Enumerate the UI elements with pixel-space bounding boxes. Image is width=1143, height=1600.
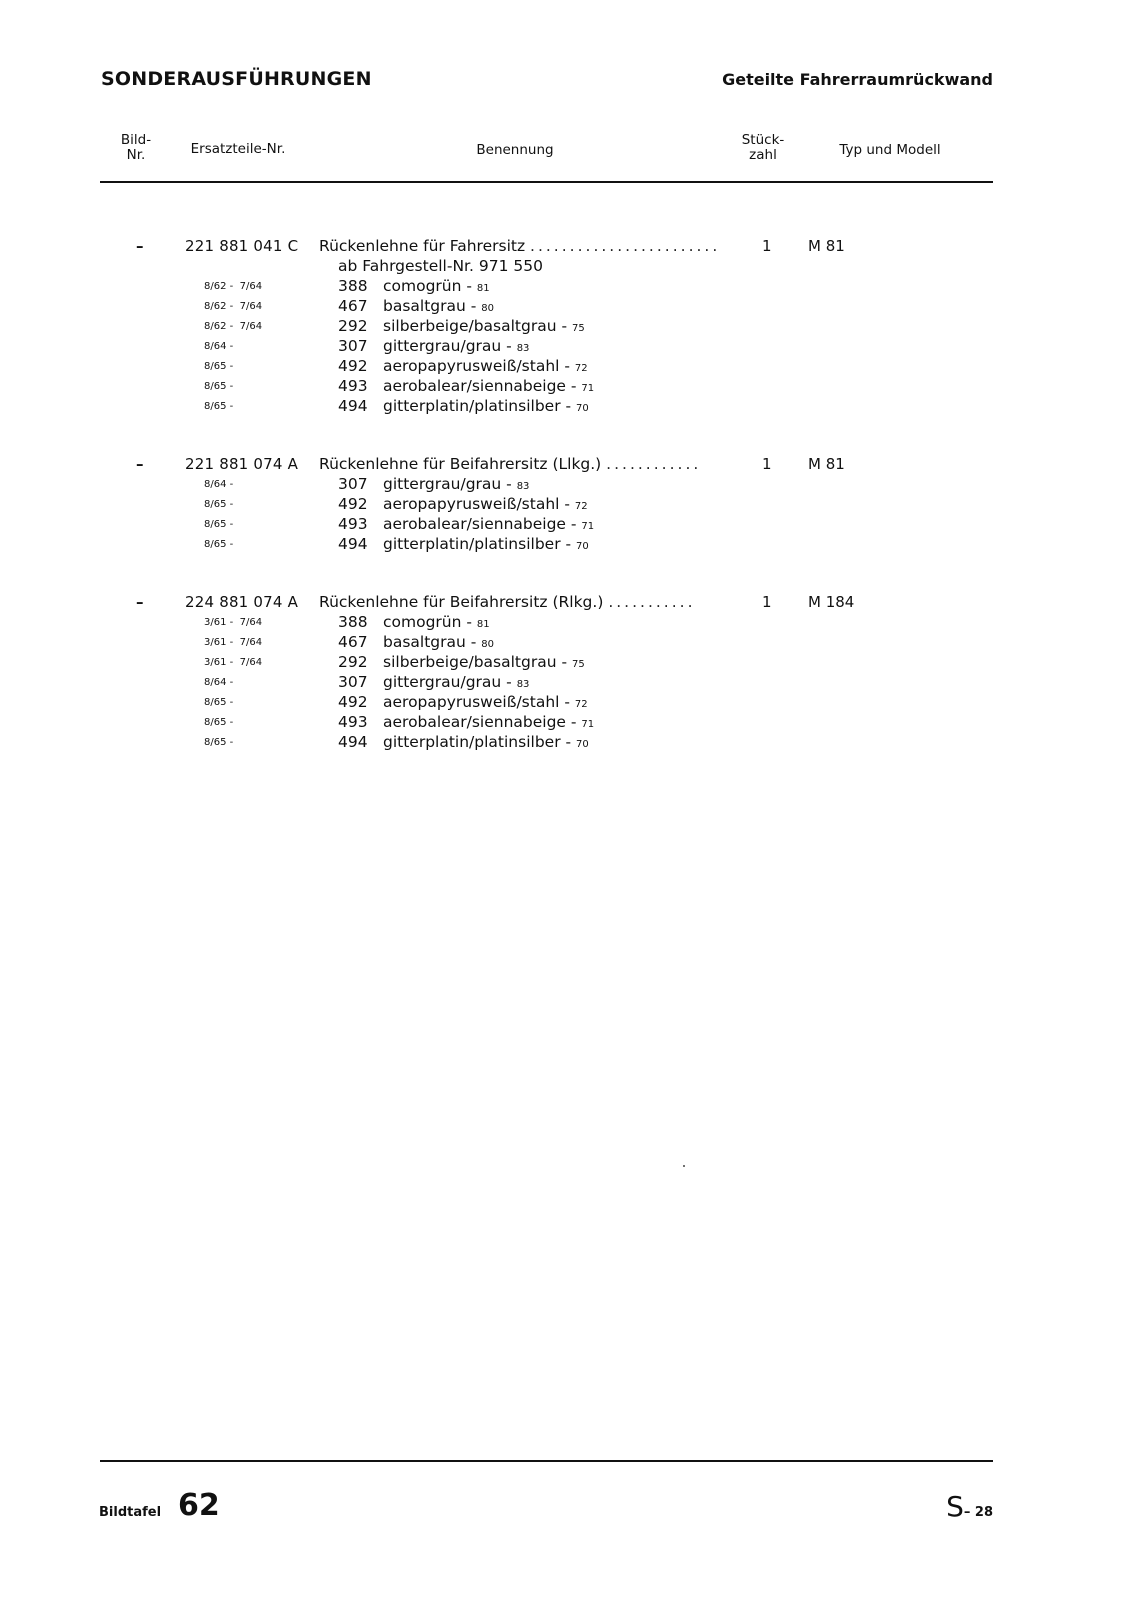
validity-date: 8/62 - 7/64	[204, 281, 263, 292]
color-code: 292	[338, 653, 368, 671]
color-name-cell	[383, 693, 588, 711]
quantity: 1	[762, 237, 772, 255]
quantity: 1	[762, 593, 772, 611]
variant-row	[0, 277, 1143, 297]
leader-dots: ...........	[608, 593, 696, 611]
color-code: 494	[338, 733, 368, 751]
color-code: 492	[338, 357, 368, 375]
color-number: 72	[574, 699, 588, 710]
speck	[683, 1165, 685, 1167]
color-name: aerobalear/siennabeige -	[383, 377, 577, 395]
validity-date: 8/64 -	[204, 677, 234, 688]
color-code: 388	[338, 277, 368, 295]
part-row	[0, 237, 1143, 257]
color-name-cell	[383, 297, 494, 315]
column-header-bild-nr	[116, 133, 156, 163]
variant-row	[0, 633, 1143, 653]
color-name-cell	[383, 613, 490, 631]
color-number: 75	[572, 323, 585, 334]
color-number: 75	[572, 659, 585, 670]
color-name-cell	[383, 633, 494, 651]
chassis-note: ab Fahrgestell-Nr. 971 550	[338, 257, 543, 275]
validity-date: 8/65 -	[204, 499, 234, 510]
color-name: gittergrau/grau -	[383, 337, 512, 355]
footer-plate-number: 62	[178, 1488, 220, 1523]
variant-row	[0, 357, 1143, 377]
color-number: 70	[576, 541, 589, 552]
part-description-cell	[319, 237, 724, 255]
validity-date: 8/65 -	[204, 539, 234, 550]
color-name-cell	[383, 475, 529, 493]
color-number: 72	[574, 501, 588, 512]
part-number: 224 881 074 A	[185, 593, 299, 611]
variant-row	[0, 495, 1143, 515]
color-code: 493	[338, 377, 368, 395]
color-number: 80	[481, 639, 495, 650]
color-name-cell	[383, 357, 588, 375]
color-code: 493	[338, 713, 368, 731]
color-name: aeropapyrusweiß/stahl -	[383, 495, 570, 513]
validity-date: 8/65 -	[204, 361, 234, 372]
validity-date: 8/65 -	[204, 717, 234, 728]
color-code: 307	[338, 475, 368, 493]
variant-row	[0, 673, 1143, 693]
color-code: 494	[338, 397, 368, 415]
validity-date: 3/61 - 7/64	[204, 637, 263, 648]
color-code: 292	[338, 317, 368, 335]
page-title: SONDERAUSFÜHRUNGEN	[101, 68, 372, 90]
color-name: aeropapyrusweiß/stahl -	[383, 693, 570, 711]
footer-label: Bildtafel	[99, 1505, 162, 1520]
column-header-bild-nr-line2: Nr.	[126, 147, 146, 163]
variant-row	[0, 317, 1143, 337]
color-code: 307	[338, 337, 368, 355]
note-row	[0, 257, 1143, 277]
color-name: comogrün -	[383, 613, 472, 631]
footer-rule	[100, 1460, 993, 1462]
variant-row	[0, 733, 1143, 753]
color-number: 71	[581, 383, 595, 394]
color-name: aerobalear/siennabeige -	[383, 713, 577, 731]
color-name: gittergrau/grau -	[383, 475, 512, 493]
model: M 81	[808, 455, 845, 473]
validity-date: 8/64 -	[204, 341, 234, 352]
part-number: 221 881 041 C	[185, 237, 299, 255]
validity-date: 8/64 -	[204, 479, 234, 490]
part-description: Rückenlehne für Beifahrersitz (Rlkg.)	[319, 593, 604, 611]
validity-date: 8/65 -	[204, 401, 234, 412]
column-header-typ-modell: Typ und Modell	[839, 142, 941, 158]
color-name-cell	[383, 317, 585, 335]
color-name: comogrün -	[383, 277, 472, 295]
validity-date: 8/62 - 7/64	[204, 301, 263, 312]
quantity: 1	[762, 455, 772, 473]
color-code: 493	[338, 515, 368, 533]
color-name-cell	[383, 653, 585, 671]
color-name: aerobalear/siennabeige -	[383, 515, 577, 533]
column-header-benennung: Benennung	[476, 142, 554, 158]
color-code: 494	[338, 535, 368, 553]
part-description-cell	[319, 593, 724, 611]
variant-row	[0, 337, 1143, 357]
color-number: 80	[481, 303, 495, 314]
bild-nr: –	[136, 237, 144, 255]
color-code: 467	[338, 297, 368, 315]
color-number: 81	[476, 619, 490, 630]
column-header-bild-nr-line1: Bild-	[120, 132, 152, 148]
variant-row	[0, 297, 1143, 317]
color-name-cell	[383, 495, 588, 513]
variant-row	[0, 535, 1143, 555]
color-number: 70	[576, 739, 589, 750]
validity-date: 8/65 -	[204, 381, 234, 392]
color-name: silberbeige/basaltgrau -	[383, 653, 568, 671]
part-description: Rückenlehne für Beifahrersitz (Llkg.)	[319, 455, 602, 473]
model: M 184	[808, 593, 855, 611]
color-number: 72	[574, 363, 588, 374]
validity-date: 3/61 - 7/64	[204, 617, 263, 628]
part-description-cell	[319, 455, 724, 473]
column-header-ersatzteile-nr: Ersatzteile-Nr.	[190, 141, 286, 157]
color-name: silberbeige/basaltgrau -	[383, 317, 568, 335]
color-name: basaltgrau -	[383, 297, 477, 315]
color-name-cell	[383, 535, 589, 553]
column-header-stueckzahl-line1: Stück-	[741, 132, 785, 148]
part-description: Rückenlehne für Fahrersitz	[319, 237, 526, 255]
color-name-cell	[383, 377, 594, 395]
validity-date: 8/62 - 7/64	[204, 321, 263, 332]
color-number: 83	[516, 481, 530, 492]
part-row	[0, 455, 1143, 475]
footer-page-number	[946, 1490, 993, 1523]
validity-date: 8/65 -	[204, 697, 234, 708]
color-name: basaltgrau -	[383, 633, 477, 651]
color-number: 70	[576, 403, 589, 414]
color-number: 81	[476, 283, 490, 294]
part-row	[0, 593, 1143, 613]
color-code: 492	[338, 495, 368, 513]
color-name: gitterplatin/platinsilber -	[383, 397, 572, 415]
variant-row	[0, 613, 1143, 633]
color-name: gitterplatin/platinsilber -	[383, 733, 572, 751]
column-header-stueckzahl	[735, 133, 791, 163]
color-name-cell	[383, 515, 594, 533]
variant-row	[0, 515, 1143, 535]
variant-row	[0, 653, 1143, 673]
color-code: 492	[338, 693, 368, 711]
variant-row	[0, 475, 1143, 495]
variant-row	[0, 693, 1143, 713]
color-name-cell	[383, 733, 589, 751]
color-name: gitterplatin/platinsilber -	[383, 535, 572, 553]
header-rule	[100, 181, 993, 183]
validity-date: 3/61 - 7/64	[204, 657, 263, 668]
color-number: 83	[516, 679, 530, 690]
model: M 81	[808, 237, 845, 255]
color-name-cell	[383, 673, 529, 691]
footer-page-num: – 28	[963, 1505, 993, 1520]
part-number: 221 881 074 A	[185, 455, 299, 473]
variant-row	[0, 397, 1143, 417]
footer-page-letter: S	[946, 1490, 964, 1523]
bild-nr: –	[136, 593, 144, 611]
color-number: 71	[581, 521, 595, 532]
color-name: gittergrau/grau -	[383, 673, 512, 691]
color-name-cell	[383, 337, 529, 355]
validity-date: 8/65 -	[204, 737, 234, 748]
color-name-cell	[383, 277, 490, 295]
validity-date: 8/65 -	[204, 519, 234, 530]
color-name-cell	[383, 397, 589, 415]
bild-nr: –	[136, 455, 144, 473]
part-group	[0, 593, 1143, 753]
color-number: 71	[581, 719, 595, 730]
color-name: aeropapyrusweiß/stahl -	[383, 357, 570, 375]
leader-dots: ............	[606, 455, 702, 473]
part-group	[0, 237, 1143, 417]
leader-dots: ........................	[530, 237, 721, 255]
color-code: 307	[338, 673, 368, 691]
section-title: Geteilte Fahrerraumrückwand	[722, 70, 993, 89]
color-code: 467	[338, 633, 368, 651]
part-group	[0, 455, 1143, 555]
variant-row	[0, 377, 1143, 397]
column-header-stueckzahl-line2: zahl	[749, 147, 777, 163]
color-number: 83	[516, 343, 530, 354]
color-name-cell	[383, 713, 594, 731]
color-code: 388	[338, 613, 368, 631]
variant-row	[0, 713, 1143, 733]
